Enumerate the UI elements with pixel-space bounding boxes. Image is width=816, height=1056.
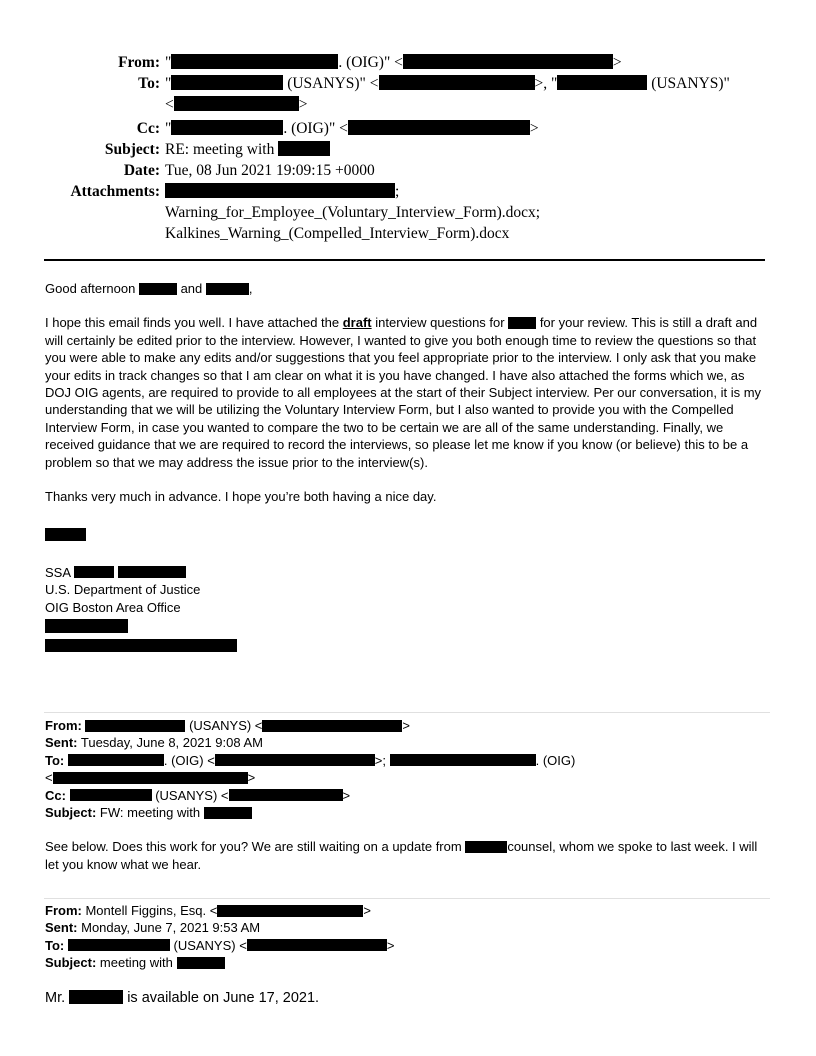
header-from-text: . (OIG)" < [338, 54, 403, 71]
redaction-box [206, 283, 249, 295]
redaction-box [174, 96, 299, 111]
greeting: Good afternoon and , [45, 281, 253, 296]
header-to-label: To: [138, 75, 160, 92]
header-date-value: Tue, 08 Jun 2021 19:09:15 +0000 [165, 162, 375, 179]
forwarded-message-2-text: Mr. is available on June 17, 2021. [45, 990, 320, 1006]
redaction-box [139, 283, 177, 295]
email-header [0, 52, 780, 244]
header-date-row [0, 160, 780, 181]
redaction-box [348, 120, 530, 135]
redaction-box [557, 75, 647, 90]
redaction-box [278, 141, 330, 156]
message-separator [44, 712, 770, 713]
redaction-box [165, 183, 395, 198]
header-to-text: < [165, 96, 174, 113]
redaction-box [171, 120, 283, 135]
message-separator [44, 898, 770, 899]
paragraph-thanks: Thanks very much in advance. I hope you’re both having a nice day. [45, 489, 437, 505]
redaction-box [217, 905, 363, 917]
redaction-box [68, 939, 170, 951]
header-from-label: From: [118, 54, 160, 71]
redaction-box [69, 990, 123, 1004]
draft-emphasis: draft [342, 315, 372, 331]
paragraph-main: I hope this email finds you well. I have attached the draft interview questions for for your review. This is still a draft and will certainly be edited prior to the interview. However, I wanted to give you both enough time to review the questions so that you were able to make any edits and/or suggestions that you feel appropriate prior to the interview. I only ask that you make your edits in track changes so that I am clear on what it is you have changed. I have also attached the forms which we, as DOJ OIG agents, are required to provide to all employees at the start of their Subject interview. Per our conversation, it is my understanding that we will be utilizing the Voluntary Interview Form, but I also wanted to provide you with the Compelled Interview Form, in case you wanted to compare the two to be certain we are all of the same understanding. Finally, we received guidance that we are required to record the interviews, so please let me know if you know (or believe) this to be a problem so that we may address the issue prior to the interview(s). [45, 315, 762, 470]
header-cc-text: . (OIG)" < [283, 120, 348, 137]
redaction-box [403, 54, 613, 69]
forwarded-message-1-text: See below. Does this work for you? We are still waiting on a update from counsel, whom we spoke to last week. I will let you know what we hear. [45, 839, 758, 872]
header-from-text: > [612, 54, 622, 71]
redaction-box [177, 957, 225, 969]
header-cc-text: > [529, 120, 539, 137]
signature-org-office: OIG Boston Area Office [45, 599, 181, 615]
signature-org-doj: U.S. Department of Justice [45, 582, 201, 598]
redaction-box [171, 54, 338, 69]
header-date-label: Date: [123, 162, 160, 179]
redaction-box [45, 619, 128, 633]
header-to-text: (USANYS)" < [283, 75, 379, 92]
redaction-box [70, 789, 152, 801]
redaction-box [85, 720, 185, 732]
redaction-box [215, 754, 375, 766]
redaction-box [45, 639, 237, 652]
signature-title: SSA [45, 564, 770, 581]
header-attachments-row [0, 181, 780, 244]
redaction-box [508, 317, 536, 329]
email-body [45, 280, 770, 654]
redaction-box [171, 75, 283, 90]
header-to-text: >, " [534, 75, 558, 92]
redaction-box [74, 566, 114, 578]
header-from-text: " [165, 54, 172, 71]
header-cc-text: " [165, 120, 172, 137]
header-divider [44, 259, 765, 261]
redaction-box [118, 566, 186, 578]
header-subject-label: Subject: [104, 141, 160, 158]
header-to-text: > [298, 96, 308, 113]
attachment-separator: ; [395, 183, 400, 200]
header-subject-row [0, 139, 780, 160]
header-to-row [0, 73, 780, 115]
redaction-box [68, 754, 164, 766]
redaction-box [53, 772, 248, 784]
header-cc-label: Cc: [136, 120, 160, 137]
header-cc-row [0, 118, 780, 139]
redaction-box [465, 841, 507, 853]
redaction-box [390, 754, 536, 766]
redaction-box [379, 75, 535, 90]
attachment-compelled-form[interactable]: Kalkines_Warning_(Compelled_Interview_Form).docx [165, 225, 510, 242]
redaction-box [204, 807, 252, 819]
forwarded-message-1: From: (USANYS) < > Sent: Tuesday, June 8, 2021 9:08 AM To: . (OIG) < >; . (OIG) < > Cc: (USANYS) < > Subject: FW: meeting with See below. Does this work for you? We are still waiting on a update from counsel, whom we spoke to last week. I will let you know what we hear. [45, 717, 770, 873]
header-to-text: " [165, 75, 172, 92]
attachment-voluntary-form[interactable]: Warning_for_Employee_(Voluntary_Interview_Form).docx; [165, 204, 541, 221]
redaction-box [262, 720, 402, 732]
forwarded-message-2: From: Montell Figgins, Esq. < > Sent: Monday, June 7, 2021 9:53 AM To: (USANYS) < > Subject: meeting with [45, 903, 395, 971]
header-to-text: (USANYS)" [647, 75, 730, 92]
redaction-box [229, 789, 343, 801]
header-attachments-label: Attachments: [70, 183, 160, 200]
redaction-box [247, 939, 387, 951]
redaction-box [45, 528, 86, 541]
header-from-row [0, 52, 780, 73]
header-subject-value: RE: meeting with [165, 141, 275, 158]
